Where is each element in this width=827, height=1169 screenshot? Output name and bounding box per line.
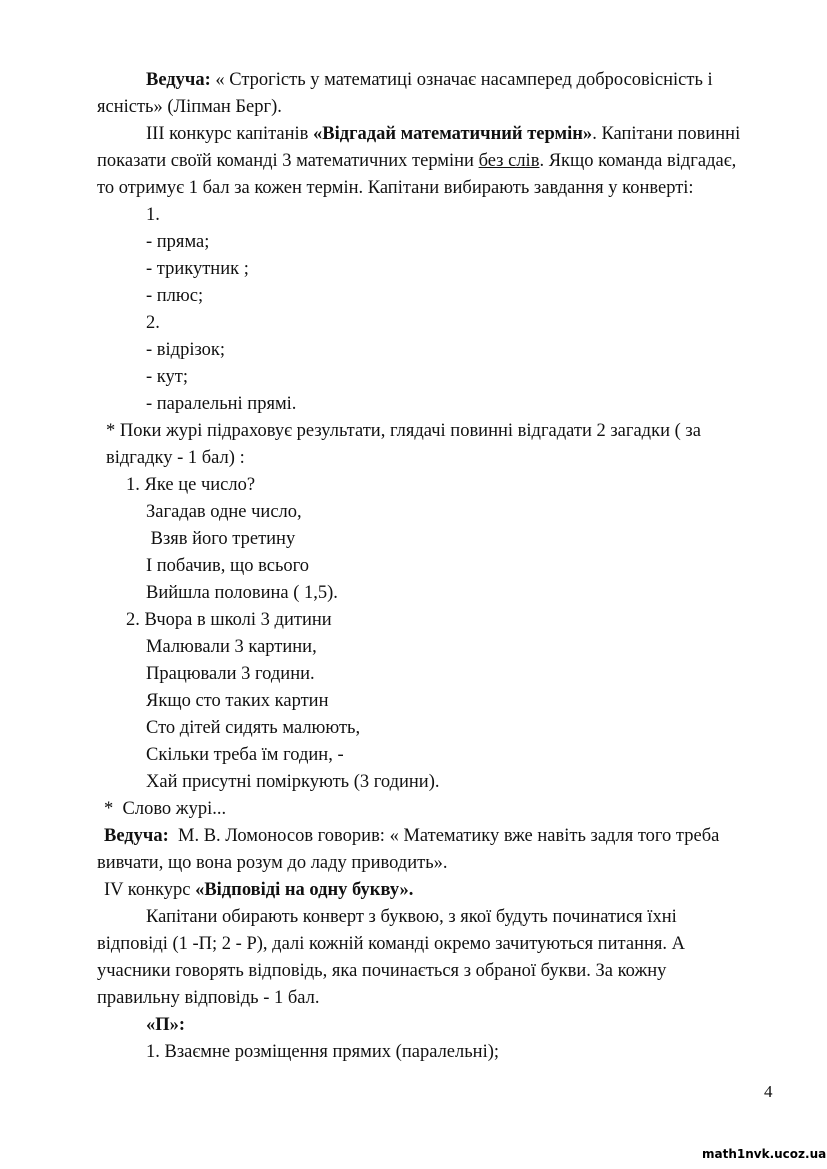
jury-line: * Слово журі... <box>104 799 227 819</box>
contest3-text: . Капітани повинні <box>592 124 741 144</box>
underlined-phrase: без слів <box>478 151 540 171</box>
letter-heading: «П»: <box>146 1015 186 1035</box>
contest3-text-2a: показати своїй команді 3 математичних терміни <box>97 151 479 171</box>
riddle1-title: 1. Яке це число? <box>126 475 256 495</box>
riddle-line: Працювали 3 години. <box>146 664 315 684</box>
quote-line-1 <box>146 67 713 93</box>
contest3-title: «Відгадай математичний термін» <box>313 124 593 144</box>
contest3-prefix: ІІІ конкурс капітанів <box>146 124 314 144</box>
question-1: 1. Взаємне розміщення прямих (паралельні); <box>146 1042 500 1062</box>
list-item: - відрізок; <box>146 340 226 360</box>
rules-line-4: правильну відповідь - 1 бал. <box>97 988 320 1008</box>
rules-line-3: учасники говорять відповідь, яка починається з обраної букви. За кожну <box>97 961 667 981</box>
list-item: - пряма; <box>146 232 210 252</box>
riddle-line: І побачив, що всього <box>146 556 310 576</box>
page-number: 4 <box>764 1082 773 1101</box>
contest3-line-3: то отримує 1 бал за кожен термін. Капітани вибирають завдання у конверті: <box>97 178 694 198</box>
riddle-line: Хай присутні поміркують (3 години). <box>146 772 440 792</box>
contest4-heading <box>104 877 413 903</box>
riddle-line: Взяв його третину <box>146 529 296 549</box>
lomonosov-line-1 <box>104 823 719 849</box>
contest4-title: «Відповіді на одну букву». <box>195 880 414 900</box>
list-item: - паралельні прямі. <box>146 394 297 414</box>
rules-line-2: відповіді (1 -П; 2 - Р), далі кожній команді окремо зачитуються питання. А <box>97 934 685 954</box>
quote-line-2: ясність» (Ліпман Берг). <box>97 97 282 117</box>
riddle-line: Сто дітей сидять малюють, <box>146 718 361 738</box>
list1-number: 1. <box>146 205 160 225</box>
riddle-line: Малювали 3 картини, <box>146 637 317 657</box>
rules-line-1: Капітани обирають конверт з буквою, з якої будуть починатися їхні <box>146 907 677 927</box>
riddle-line: Скільки треба їм годин, - <box>146 745 344 765</box>
quote-text: « Строгість у математиці означає насамперед добросовісність і <box>210 70 713 90</box>
contest3-line-2 <box>97 148 736 174</box>
speaker-label: Ведуча: <box>146 70 211 90</box>
contest4-prefix: IV конкурс <box>104 880 196 900</box>
note-line-1: * Поки журі підраховує результати, глядачі повинні відгадати 2 загадки ( за <box>106 421 701 441</box>
list2-number: 2. <box>146 313 160 333</box>
lomonosov-line-2: вивчати, що вона розум до ладу приводить». <box>97 853 448 873</box>
speaker-label: Ведуча: <box>104 826 169 846</box>
riddle-line: Якщо сто таких картин <box>146 691 329 711</box>
riddle2-title: 2. Вчора в школі 3 дитини <box>126 610 332 630</box>
note-line-2: відгадку - 1 бал) : <box>106 448 245 468</box>
watermark: math1nvk.ucoz.ua <box>702 1147 827 1161</box>
riddle-line: Загадав одне число, <box>146 502 302 522</box>
list-item: - трикутник ; <box>146 259 249 279</box>
contest3-text-2c: . Якщо команда відгадає, <box>539 151 737 171</box>
lomonosov-text: М. В. Ломоносов говорив: « Математику вже навіть задля того треба <box>168 826 720 846</box>
riddle-line: Вийшла половина ( 1,5). <box>146 583 338 603</box>
list-item: - кут; <box>146 367 188 387</box>
list-item: - плюс; <box>146 286 204 306</box>
contest3-line-1 <box>146 121 740 147</box>
